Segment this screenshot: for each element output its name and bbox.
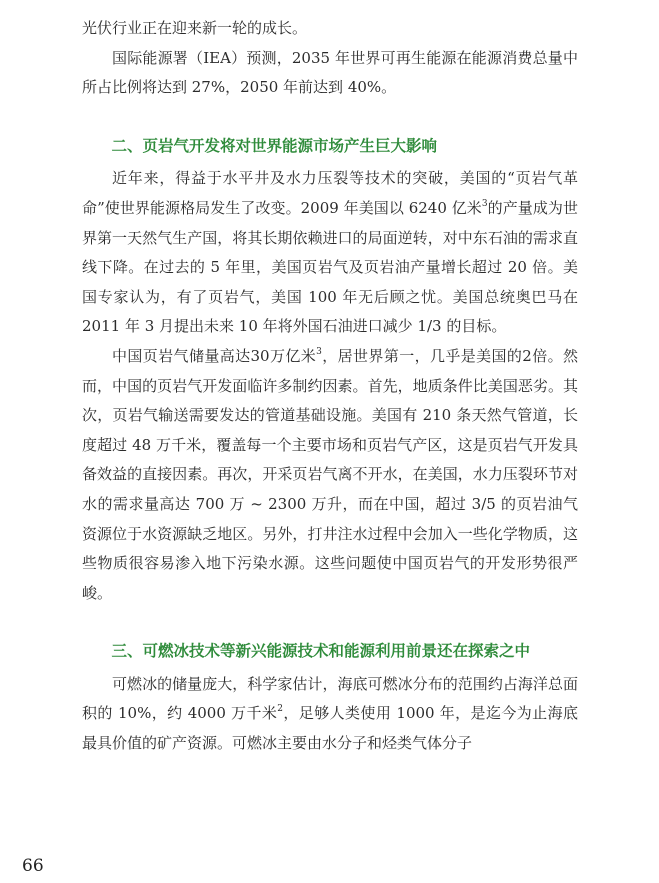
paragraph-china-shale-gas [82,342,578,608]
section-heading-shale-gas: 二、页岩气开发将对世界能源市场产生巨大影响 [111,135,437,155]
section-heading-combustible-ice: 三、可燃冰技术等新兴能源技术和能源利用前景还在探索之中 [111,641,530,661]
page-number: 66 [22,856,44,876]
text-segment: 近年来，得益于水平井及水力压裂等技术的突破，美国的“页岩气革命”使世界能源格局发生了改变。2009 年美国以 6240 亿米 [82,169,578,217]
paragraph-us-shale-revolution [82,164,578,342]
superscript: 3 [481,198,488,209]
paragraph-iea-forecast: 国际能源署（IEA）预测，2035 年世界可再生能源在能源消费总量中所占比例将达到 27%，2050 年前达到 40%。 [82,48,578,97]
body-text [82,14,578,759]
superscript: 2 [277,704,283,715]
text-segment: ，足够人类使用 1000 年，是迄今为止海底最具价值的矿产资源。可燃冰主要由水分子和烃类气体分子 [82,704,578,753]
text-segment: 的产量成为世界第一天然气生产国，将其长期依赖进口的局面逆转，对中东石油的需求直线下降。在过去的 5 年里，美国页岩气及页岩油产量增长超过 20 倍。美国专家认为，有了页岩气，美国 100 年无后顾之忧。美国总统奥巴马在 2011 年 3 月提出未来 10 年将外国石油进口减少 1/3 的目标。 [82,198,578,336]
paragraph-combustible-ice [82,670,578,759]
paragraph-continued: 光伏行业正在迎来新一轮的成长。 [82,19,308,37]
text-segment: ，居世界第一，几乎是美国的2倍。然而，中国的页岩气开发面临许多制约因素。首先，地质条件比美国恶劣。其次，页岩气输送需要发达的管道基础设施。美国有 210 条天然气管道，长度超过 48 万千米，覆盖每一个主要市场和页岩气产区，这是页岩气开发具备效益的直接因素。再次，开采页岩气离不开水，在美国，水力压裂环节对水的需求量高达 700 万 ~ 2300 万升，而在中国，超过 3/5 的页岩油气资源位于水资源缺乏地区。另外，打井注水过程中会加入一些化学物质，这些物质很容易渗入地下污染水源。这些问题使中国页岩气的开发形势很严峻。 [82,346,579,602]
superscript: 3 [316,346,322,357]
text-segment: 中国页岩气储量高达30万亿米 [112,346,317,365]
text-segment: 可燃冰的储量庞大，科学家估计，海底可燃冰分布的范围约占海洋总面积的 10%，约 4000 万千米 [82,674,578,723]
